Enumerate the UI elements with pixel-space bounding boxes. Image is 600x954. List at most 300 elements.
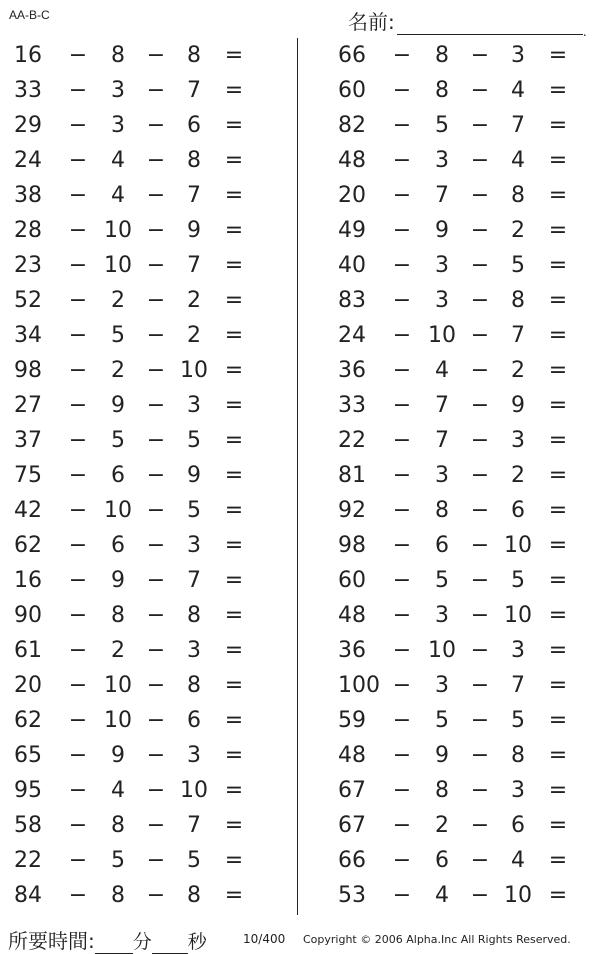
- equals-sign: =: [224, 673, 244, 698]
- second-subtrahend: 7: [187, 253, 201, 278]
- first-subtrahend: 3: [435, 603, 449, 628]
- minus-sign: −: [146, 218, 166, 243]
- minus-sign: −: [470, 498, 490, 523]
- second-subtrahend: 2: [511, 218, 525, 243]
- second-subtrahend: 3: [511, 638, 525, 663]
- minuend: 22: [338, 428, 366, 453]
- minus-sign: −: [68, 288, 88, 313]
- second-subtrahend: 5: [511, 568, 525, 593]
- equals-sign: =: [224, 813, 244, 838]
- minus-sign: −: [146, 813, 166, 838]
- minuend: 53: [338, 883, 366, 908]
- second-subtrahend: 10: [504, 603, 532, 628]
- minuend: 40: [338, 253, 366, 278]
- second-subtrahend: 3: [511, 428, 525, 453]
- problem-row: [338, 108, 598, 143]
- second-subtrahend: 2: [511, 463, 525, 488]
- minuend: 58: [14, 813, 42, 838]
- minus-sign: −: [392, 673, 412, 698]
- equals-sign: =: [224, 568, 244, 593]
- second-subtrahend: 3: [187, 638, 201, 663]
- first-subtrahend: 9: [111, 743, 125, 768]
- minus-sign: −: [470, 288, 490, 313]
- second-subtrahend: 7: [187, 568, 201, 593]
- problem-row: [14, 283, 274, 318]
- minus-sign: −: [470, 393, 490, 418]
- problem-row: [338, 38, 598, 73]
- minuend: 52: [14, 288, 42, 313]
- minuend: 37: [14, 428, 42, 453]
- minuend: 90: [14, 603, 42, 628]
- second-subtrahend: 8: [187, 883, 201, 908]
- minus-sign: −: [68, 183, 88, 208]
- minuend: 61: [14, 638, 42, 663]
- minus-sign: −: [146, 113, 166, 138]
- equals-sign: =: [224, 638, 244, 663]
- problem-row: [338, 423, 598, 458]
- seconds-blank[interactable]: [152, 931, 188, 954]
- equals-sign: =: [548, 183, 568, 208]
- minuend: 29: [14, 113, 42, 138]
- minus-sign: −: [470, 848, 490, 873]
- first-subtrahend: 5: [111, 323, 125, 348]
- second-subtrahend: 3: [187, 533, 201, 558]
- equals-sign: =: [224, 78, 244, 103]
- second-subtrahend: 7: [511, 673, 525, 698]
- first-subtrahend: 3: [435, 253, 449, 278]
- problem-row: [338, 598, 598, 633]
- minus-sign: −: [68, 358, 88, 383]
- minus-sign: −: [68, 498, 88, 523]
- time-taken-label: 所要時間:: [8, 929, 95, 953]
- second-subtrahend: 10: [504, 533, 532, 558]
- problem-row: [14, 248, 274, 283]
- equals-sign: =: [224, 148, 244, 173]
- second-subtrahend: 6: [187, 708, 201, 733]
- second-subtrahend: 6: [187, 113, 201, 138]
- minutes-unit: 分: [132, 931, 152, 953]
- minuend: 22: [14, 848, 42, 873]
- problem-row: [14, 843, 274, 878]
- first-subtrahend: 9: [435, 218, 449, 243]
- minus-sign: −: [68, 253, 88, 278]
- minuend: 33: [338, 393, 366, 418]
- first-subtrahend: 6: [111, 463, 125, 488]
- first-subtrahend: 7: [435, 183, 449, 208]
- seconds-unit: 秒: [187, 931, 207, 953]
- problem-row: [338, 493, 598, 528]
- minus-sign: −: [146, 428, 166, 453]
- minus-sign: −: [146, 603, 166, 628]
- equals-sign: =: [548, 778, 568, 803]
- problem-row: [14, 668, 274, 703]
- minus-sign: −: [470, 673, 490, 698]
- minuend: 20: [338, 183, 366, 208]
- second-subtrahend: 4: [511, 148, 525, 173]
- second-subtrahend: 6: [511, 813, 525, 838]
- minuend: 16: [14, 43, 42, 68]
- first-subtrahend: 5: [435, 113, 449, 138]
- problem-row: [338, 878, 598, 913]
- first-subtrahend: 6: [435, 848, 449, 873]
- minuend: 66: [338, 848, 366, 873]
- minuend: 98: [14, 358, 42, 383]
- minus-sign: −: [68, 428, 88, 453]
- problem-row: [338, 283, 598, 318]
- first-subtrahend: 10: [104, 708, 132, 733]
- minuend: 82: [338, 113, 366, 138]
- equals-sign: =: [548, 813, 568, 838]
- equals-sign: =: [548, 638, 568, 663]
- equals-sign: =: [224, 253, 244, 278]
- minuend: 16: [14, 568, 42, 593]
- equals-sign: =: [548, 43, 568, 68]
- second-subtrahend: 5: [511, 253, 525, 278]
- minus-sign: −: [68, 638, 88, 663]
- problem-row: [14, 178, 274, 213]
- minus-sign: −: [146, 778, 166, 803]
- minuend: 38: [14, 183, 42, 208]
- first-subtrahend: 2: [111, 358, 125, 383]
- second-subtrahend: 9: [187, 218, 201, 243]
- first-subtrahend: 10: [104, 498, 132, 523]
- minus-sign: −: [392, 463, 412, 488]
- minus-sign: −: [392, 568, 412, 593]
- first-subtrahend: 8: [435, 43, 449, 68]
- equals-sign: =: [548, 603, 568, 628]
- first-subtrahend: 8: [111, 813, 125, 838]
- minuend: 60: [338, 78, 366, 103]
- minus-sign: −: [68, 883, 88, 908]
- minuend: 84: [14, 883, 42, 908]
- minus-sign: −: [146, 568, 166, 593]
- equals-sign: =: [224, 778, 244, 803]
- minus-sign: −: [392, 148, 412, 173]
- equals-sign: =: [548, 288, 568, 313]
- equals-sign: =: [548, 708, 568, 733]
- second-subtrahend: 10: [180, 778, 208, 803]
- minus-sign: −: [392, 883, 412, 908]
- second-subtrahend: 7: [187, 183, 201, 208]
- first-subtrahend: 10: [104, 218, 132, 243]
- equals-sign: =: [224, 288, 244, 313]
- problem-row: [14, 38, 274, 73]
- minuend: 24: [338, 323, 366, 348]
- name-field: [348, 6, 583, 35]
- problem-row: [338, 563, 598, 598]
- second-subtrahend: 8: [187, 43, 201, 68]
- problem-row: [14, 353, 274, 388]
- minus-sign: −: [68, 813, 88, 838]
- equals-sign: =: [224, 603, 244, 628]
- second-subtrahend: 8: [187, 673, 201, 698]
- equals-sign: =: [224, 358, 244, 383]
- problem-row: [338, 458, 598, 493]
- minuend: 42: [14, 498, 42, 523]
- minus-sign: −: [470, 78, 490, 103]
- equals-sign: =: [224, 428, 244, 453]
- minus-sign: −: [146, 183, 166, 208]
- minuend: 48: [338, 603, 366, 628]
- first-subtrahend: 2: [111, 638, 125, 663]
- equals-sign: =: [224, 43, 244, 68]
- minuend: 24: [14, 148, 42, 173]
- first-subtrahend: 3: [111, 113, 125, 138]
- page-number: 10/400: [243, 932, 286, 946]
- second-subtrahend: 7: [187, 813, 201, 838]
- first-subtrahend: 4: [111, 148, 125, 173]
- minus-sign: −: [68, 78, 88, 103]
- second-subtrahend: 7: [511, 113, 525, 138]
- equals-sign: =: [548, 113, 568, 138]
- minus-sign: −: [392, 113, 412, 138]
- second-subtrahend: 9: [511, 393, 525, 418]
- equals-sign: =: [224, 708, 244, 733]
- minuend: 66: [338, 43, 366, 68]
- minus-sign: −: [146, 148, 166, 173]
- minus-sign: −: [68, 533, 88, 558]
- minus-sign: −: [146, 498, 166, 523]
- second-subtrahend: 2: [511, 358, 525, 383]
- minuend: 95: [14, 778, 42, 803]
- name-blank-line[interactable]: [397, 14, 583, 35]
- minus-sign: −: [470, 533, 490, 558]
- second-subtrahend: 3: [511, 43, 525, 68]
- minuend: 62: [14, 533, 42, 558]
- equals-sign: =: [548, 883, 568, 908]
- problem-row: [14, 318, 274, 353]
- first-subtrahend: 3: [435, 463, 449, 488]
- first-subtrahend: 5: [435, 568, 449, 593]
- second-subtrahend: 7: [187, 78, 201, 103]
- minus-sign: −: [68, 708, 88, 733]
- problem-row: [14, 213, 274, 248]
- problem-row: [338, 388, 598, 423]
- second-subtrahend: 7: [511, 323, 525, 348]
- equals-sign: =: [548, 218, 568, 243]
- minuend: 67: [338, 778, 366, 803]
- problem-row: [338, 808, 598, 843]
- equals-sign: =: [224, 463, 244, 488]
- equals-sign: =: [548, 148, 568, 173]
- second-subtrahend: 2: [187, 288, 201, 313]
- minuend: 20: [14, 673, 42, 698]
- problem-row: [14, 458, 274, 493]
- equals-sign: =: [548, 428, 568, 453]
- minuend: 27: [14, 393, 42, 418]
- minuend: 83: [338, 288, 366, 313]
- first-subtrahend: 10: [428, 638, 456, 663]
- second-subtrahend: 3: [187, 393, 201, 418]
- second-subtrahend: 5: [187, 428, 201, 453]
- minuend: 49: [338, 218, 366, 243]
- minus-sign: −: [470, 463, 490, 488]
- minus-sign: −: [68, 603, 88, 628]
- minuend: 100: [338, 673, 380, 698]
- minuend: 34: [14, 323, 42, 348]
- minus-sign: −: [146, 848, 166, 873]
- problem-row: [14, 703, 274, 738]
- problem-row: [338, 703, 598, 738]
- first-subtrahend: 5: [111, 848, 125, 873]
- left-problem-column: [14, 38, 274, 913]
- equals-sign: =: [548, 848, 568, 873]
- right-problem-column: [338, 38, 598, 913]
- minus-sign: −: [470, 358, 490, 383]
- equals-sign: =: [548, 533, 568, 558]
- problem-row: [14, 388, 274, 423]
- problem-row: [14, 528, 274, 563]
- equals-sign: =: [548, 463, 568, 488]
- minuend: 33: [14, 78, 42, 103]
- first-subtrahend: 3: [111, 78, 125, 103]
- minus-sign: −: [470, 218, 490, 243]
- equals-sign: =: [548, 393, 568, 418]
- minus-sign: −: [392, 218, 412, 243]
- minus-sign: −: [68, 218, 88, 243]
- minus-sign: −: [68, 673, 88, 698]
- first-subtrahend: 3: [435, 148, 449, 173]
- problem-row: [14, 738, 274, 773]
- minus-sign: −: [470, 603, 490, 628]
- second-subtrahend: 5: [187, 498, 201, 523]
- minus-sign: −: [470, 778, 490, 803]
- problem-row: [14, 808, 274, 843]
- equals-sign: =: [224, 883, 244, 908]
- equals-sign: =: [548, 673, 568, 698]
- minuend: 48: [338, 148, 366, 173]
- minuend: 75: [14, 463, 42, 488]
- second-subtrahend: 10: [504, 883, 532, 908]
- column-divider: [297, 38, 298, 915]
- minus-sign: −: [146, 463, 166, 488]
- problem-row: [338, 843, 598, 878]
- minus-sign: −: [392, 323, 412, 348]
- first-subtrahend: 6: [435, 533, 449, 558]
- minus-sign: −: [470, 638, 490, 663]
- first-subtrahend: 10: [104, 253, 132, 278]
- minus-sign: −: [392, 288, 412, 313]
- minus-sign: −: [470, 743, 490, 768]
- equals-sign: =: [224, 848, 244, 873]
- minuend: 67: [338, 813, 366, 838]
- minus-sign: −: [146, 708, 166, 733]
- first-subtrahend: 6: [111, 533, 125, 558]
- equals-sign: =: [224, 218, 244, 243]
- problem-row: [338, 773, 598, 808]
- problem-row: [14, 773, 274, 808]
- equals-sign: =: [548, 323, 568, 348]
- second-subtrahend: 8: [187, 603, 201, 628]
- problem-row: [14, 108, 274, 143]
- problem-row: [14, 633, 274, 668]
- second-subtrahend: 4: [511, 848, 525, 873]
- equals-sign: =: [224, 183, 244, 208]
- copyright-notice: Copyright © 2006 Alpha.Inc All Rights Reserved.: [303, 933, 571, 946]
- minus-sign: −: [392, 708, 412, 733]
- first-subtrahend: 10: [428, 323, 456, 348]
- first-subtrahend: 4: [111, 183, 125, 208]
- minus-sign: −: [392, 393, 412, 418]
- problem-row: [338, 73, 598, 108]
- first-subtrahend: 7: [435, 393, 449, 418]
- minus-sign: −: [470, 883, 490, 908]
- equals-sign: =: [224, 113, 244, 138]
- first-subtrahend: 8: [435, 498, 449, 523]
- minus-sign: −: [392, 778, 412, 803]
- minus-sign: −: [392, 638, 412, 663]
- equals-sign: =: [548, 253, 568, 278]
- first-subtrahend: 3: [435, 673, 449, 698]
- minus-sign: −: [68, 568, 88, 593]
- first-subtrahend: 8: [435, 78, 449, 103]
- minuend: 36: [338, 358, 366, 383]
- first-subtrahend: 2: [111, 288, 125, 313]
- second-subtrahend: 6: [511, 498, 525, 523]
- first-subtrahend: 8: [111, 43, 125, 68]
- minuend: 60: [338, 568, 366, 593]
- second-subtrahend: 8: [511, 288, 525, 313]
- second-subtrahend: 3: [187, 743, 201, 768]
- equals-sign: =: [224, 533, 244, 558]
- first-subtrahend: 5: [435, 708, 449, 733]
- minus-sign: −: [470, 253, 490, 278]
- minuend: 65: [14, 743, 42, 768]
- first-subtrahend: 8: [435, 778, 449, 803]
- problem-row: [14, 598, 274, 633]
- minuend: 59: [338, 708, 366, 733]
- first-subtrahend: 8: [111, 603, 125, 628]
- equals-sign: =: [548, 358, 568, 383]
- minus-sign: −: [392, 743, 412, 768]
- minuend: 36: [338, 638, 366, 663]
- minus-sign: −: [392, 78, 412, 103]
- first-subtrahend: 8: [111, 883, 125, 908]
- minus-sign: −: [68, 743, 88, 768]
- minus-sign: −: [470, 43, 490, 68]
- minus-sign: −: [68, 393, 88, 418]
- minuend: 23: [14, 253, 42, 278]
- time-taken-field: [8, 925, 207, 954]
- problem-row: [338, 248, 598, 283]
- minus-sign: −: [470, 148, 490, 173]
- minus-sign: −: [392, 498, 412, 523]
- minus-sign: −: [470, 428, 490, 453]
- second-subtrahend: 8: [511, 183, 525, 208]
- equals-sign: =: [224, 323, 244, 348]
- minus-sign: −: [68, 323, 88, 348]
- minus-sign: −: [146, 253, 166, 278]
- minus-sign: −: [68, 148, 88, 173]
- minus-sign: −: [146, 323, 166, 348]
- second-subtrahend: 4: [511, 78, 525, 103]
- second-subtrahend: 10: [180, 358, 208, 383]
- minus-sign: −: [392, 183, 412, 208]
- minuend: 28: [14, 218, 42, 243]
- equals-sign: =: [548, 568, 568, 593]
- second-subtrahend: 5: [511, 708, 525, 733]
- minus-sign: −: [146, 288, 166, 313]
- problem-row: [338, 178, 598, 213]
- minus-sign: −: [146, 743, 166, 768]
- minus-sign: −: [146, 673, 166, 698]
- equals-sign: =: [548, 743, 568, 768]
- minus-sign: −: [146, 883, 166, 908]
- minutes-blank[interactable]: [95, 931, 133, 954]
- minus-sign: −: [68, 43, 88, 68]
- first-subtrahend: 4: [111, 778, 125, 803]
- problem-row: [14, 878, 274, 913]
